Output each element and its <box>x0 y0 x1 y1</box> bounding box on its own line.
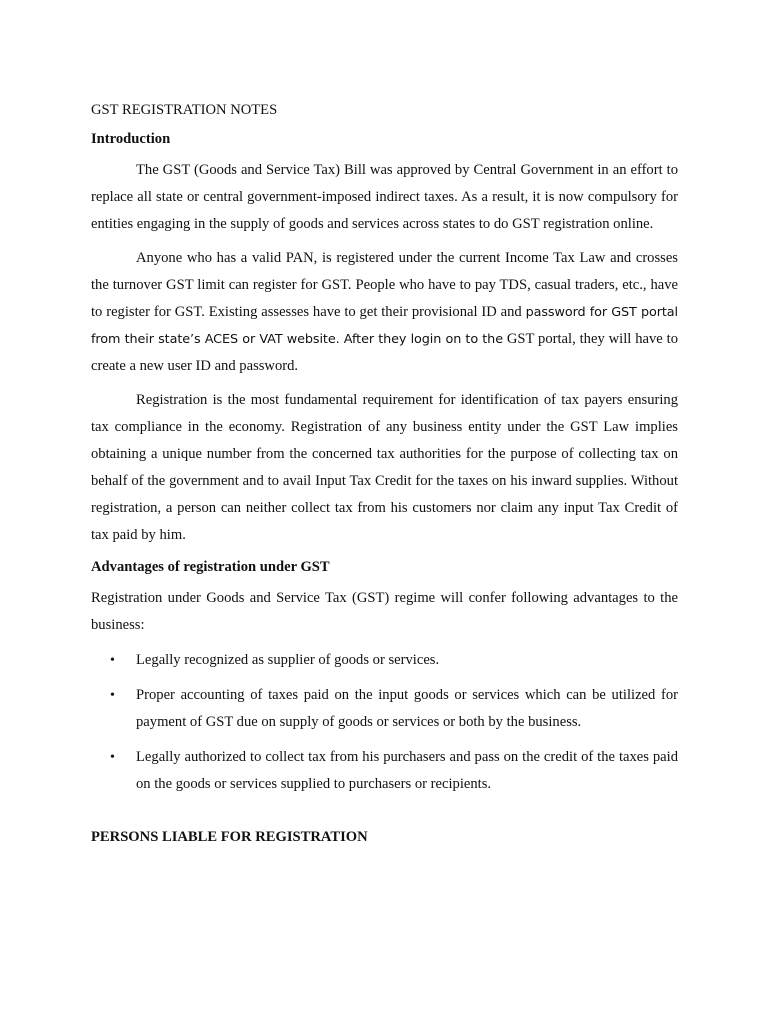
intro-paragraph-2-part-1: Anyone who has a valid PAN, is registered under the current Income Tax Law and crosses the turnover GST limit can register for GST. People who have to pay TDS, casual traders, etc., have to register for GST. Existing assesses have to get their provisional ID and <box>91 250 678 320</box>
introduction-heading: Introduction <box>91 131 171 147</box>
list-item-text: Legally authorized to collect tax from his purchasers and pass on the credit of the taxes paid on the goods or services supplied to purchasers or recipients. <box>136 749 678 792</box>
document-title: GST REGISTRATION NOTES <box>91 102 278 118</box>
bullet-icon: • <box>110 688 115 703</box>
advantages-heading: Advantages of registration under GST <box>91 559 330 575</box>
paragraph-spacer <box>91 380 678 387</box>
list-item <box>91 682 678 736</box>
persons-liable-heading: PERSONS LIABLE FOR REGISTRATION <box>91 829 368 845</box>
list-item-text: Legally recognized as supplier of goods or services. <box>136 652 440 668</box>
list-item <box>91 744 678 798</box>
intro-paragraph-2-part-2: password for GST portal from their state’s ACES or VAT website. After they login on to the <box>91 305 678 347</box>
advantages-intro: Registration under Goods and Service Tax (GST) regime will confer following advantages to the business: <box>91 590 678 633</box>
list-item <box>91 647 678 674</box>
list-item-text: Proper accounting of taxes paid on the input goods or services which can be utilized for payment of GST due on supply of goods or services or both by the business. <box>136 687 678 730</box>
intro-paragraph-1: The GST (Goods and Service Tax) Bill was approved by Central Government in an effort to replace all state or central government-imposed indirect taxes. As a result, it is now compulsory for entities engaging in the supply of goods and services across states to do GST registration online. <box>91 162 678 232</box>
bullet-icon: • <box>110 653 115 668</box>
intro-paragraph-2-part-3: GST portal, they will have to create a new user ID and password. <box>91 331 678 374</box>
advantages-list <box>91 647 678 798</box>
bullet-icon: • <box>110 750 115 765</box>
intro-paragraph-3: Registration is the most fundamental requirement for identification of tax payers ensuring tax compliance in the economy. Registration of any business entity under the GST Law implies obtaining a unique number from the concerned tax authorities for the purpose of collecting tax on behalf of the government and to avail Input Tax Credit for the taxes on his inward supplies. Without registration, a person can neither collect tax from his customers nor claim any input Tax Credit of tax paid by him. <box>91 392 678 543</box>
intro-paragraph-2 <box>91 245 678 380</box>
document-body <box>91 99 678 848</box>
